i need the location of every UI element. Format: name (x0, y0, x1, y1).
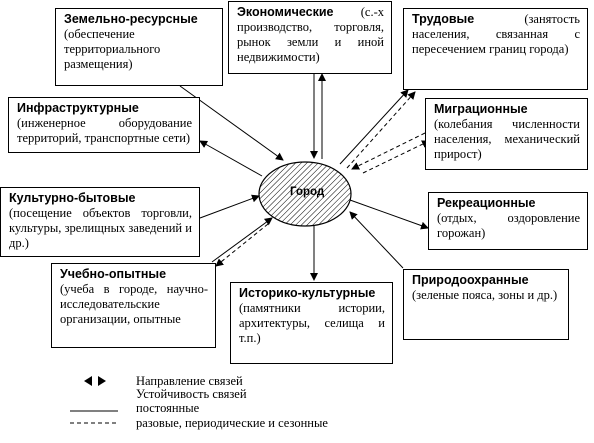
node-nature (403, 269, 569, 340)
node-nature-title: Природоохранные (412, 273, 529, 287)
node-historical-desc: (памятники истории, архитектуры, селища и т.п.) (239, 301, 385, 345)
node-historical (230, 282, 393, 364)
node-labor (403, 8, 588, 90)
node-educational-title: Учебно-опытные (60, 267, 167, 281)
legend-direction: Направление связей (136, 374, 243, 388)
node-economic-title-text: Экономические (237, 5, 334, 19)
edge-labor-solid (340, 90, 408, 164)
node-economic-desc: (с.-х производство, торговля, рынок земли и иной недвижимости) (237, 5, 384, 64)
node-migration-desc: (колебания численности населения, механический прирост) (434, 117, 580, 161)
node-infra-desc: (инженерное оборудование территорий, транспортные сети) (17, 116, 192, 145)
node-educational (51, 263, 216, 348)
node-recreation-title: Рекреационные (437, 196, 536, 210)
legend-temporary: разовые, периодические и сезонные (136, 416, 328, 430)
edge-educational-solid (212, 218, 272, 262)
edge-infra (200, 141, 262, 176)
node-economic (228, 1, 392, 74)
legend-arrow-left-icon (84, 376, 92, 386)
edge-educational-dashed (216, 224, 268, 266)
edge-nature (350, 212, 403, 268)
node-economic-title (237, 5, 384, 64)
node-migration (425, 98, 588, 170)
legend-permanent: постоянные (136, 401, 200, 415)
edge-cultural (200, 196, 259, 218)
node-labor-desc: (занятость населения, связанная с пересечением границ города) (412, 12, 580, 56)
legend-stability: Устойчивость связей (136, 387, 247, 401)
legend-arrow-right-icon (98, 376, 106, 386)
node-infra (8, 97, 200, 153)
node-historical-title: Историко-культурные (239, 286, 376, 300)
edge-labor-dashed (347, 92, 415, 168)
node-recreation-desc: (отдых, оздоровление горожан) (437, 211, 580, 240)
node-migration-title: Миграционные (434, 102, 528, 116)
city-label: Город (290, 186, 325, 198)
node-infra-title: Инфраструктурные (17, 101, 139, 115)
node-nature-desc: (зеленые пояса, зоны и др.) (412, 288, 558, 302)
edge-migration-2 (363, 141, 429, 173)
node-land-desc: (обеспечение территориального размещения) (64, 27, 161, 71)
node-land-title: Земельно-ресурсные (64, 12, 198, 26)
node-recreation (428, 192, 588, 250)
node-educational-desc: (учеба в городе, научно-исследовательские организации, опытные (60, 282, 208, 326)
node-cultural-desc: (посещение объектов торговли, культуры, зрелищных заведений и др.) (9, 206, 192, 250)
node-cultural (0, 187, 200, 257)
node-cultural-title: Культурно-бытовые (9, 191, 136, 205)
node-land (55, 8, 223, 86)
node-labor-title: Трудовые (412, 12, 475, 26)
